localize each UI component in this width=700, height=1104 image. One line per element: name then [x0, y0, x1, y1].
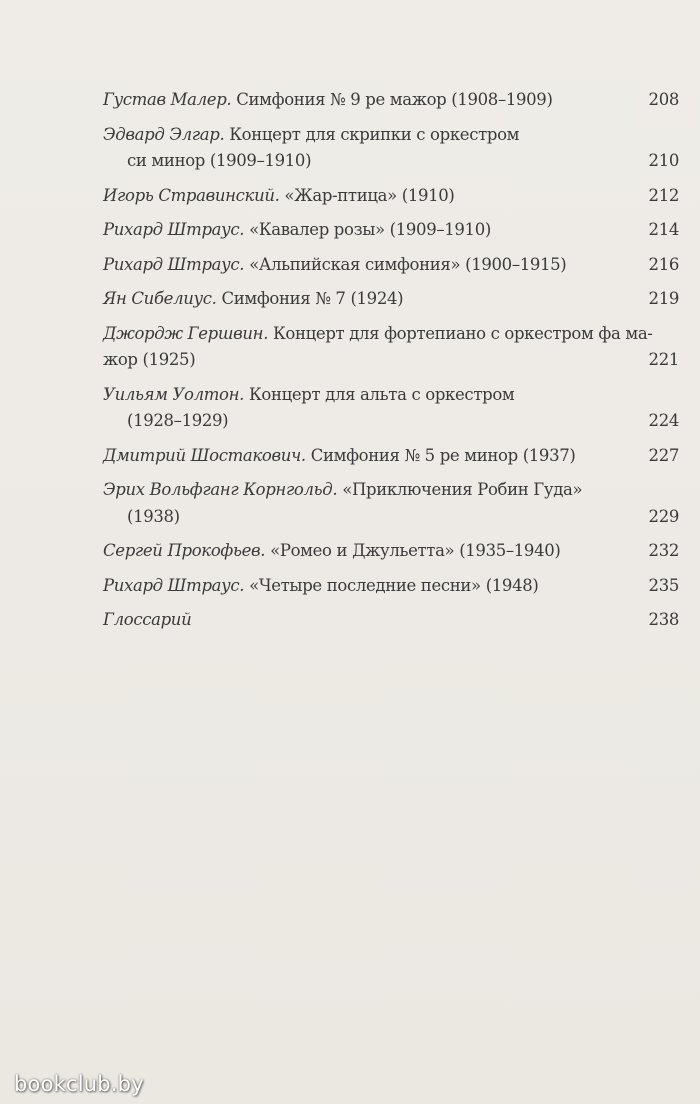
- toc-entry-glossary: [103, 607, 679, 634]
- toc-entry-author: Рихард Штраус.: [103, 254, 245, 274]
- toc-entry-text: [103, 538, 679, 565]
- toc-entry: [103, 477, 679, 530]
- toc-entry-text: [103, 607, 679, 634]
- toc-entry-page: 229: [648, 506, 679, 526]
- toc-entry-page: 214: [648, 220, 679, 239]
- toc-entry: [103, 443, 679, 470]
- toc-entry: [103, 573, 679, 600]
- toc-entry-text: [103, 217, 679, 244]
- toc-entry-text: [103, 286, 679, 313]
- toc-entry-page: 216: [648, 254, 679, 274]
- watermark: bookclub.by: [14, 1072, 144, 1096]
- toc-entry-title: Симфония № 7 (1924): [221, 289, 404, 308]
- toc-entry-title: «Кавалер розы» (1909–1910): [249, 220, 491, 239]
- toc-entry-author: Игорь Стравинский.: [103, 185, 280, 205]
- toc-entry-page: 221: [648, 350, 679, 369]
- toc-entry-text: [103, 122, 679, 149]
- toc-entry-continuation: (1938): [127, 506, 180, 526]
- toc-entry-author: Ян Сибелиус.: [103, 289, 217, 308]
- toc-entry-page: 232: [648, 541, 679, 560]
- toc-entry-page: 219: [648, 289, 679, 308]
- toc-entry-title: «Альпийская симфония» (1900–1915): [249, 254, 567, 274]
- toc-entry: [103, 252, 679, 279]
- toc-entry-continuation: си минор (1909–1910): [127, 151, 312, 170]
- toc-entry: [103, 321, 679, 374]
- toc-entry: [103, 382, 679, 435]
- toc-entry-text: [103, 443, 679, 470]
- toc-entry-title: Концерт для скрипки с оркестром: [229, 124, 520, 144]
- toc-entry-text: [103, 183, 679, 210]
- toc-entry-title: «Жар-птица» (1910): [284, 185, 455, 205]
- toc-entry-author: Сергей Прокофьев.: [103, 541, 266, 560]
- toc-entry-page: 235: [648, 575, 679, 595]
- toc-entry-author: Рихард Штраус.: [103, 220, 245, 239]
- toc-entry-text: [103, 87, 679, 114]
- toc-entry-title: Симфония № 9 ре мажор (1908–1909): [236, 90, 553, 109]
- toc-entry-text: [103, 573, 679, 600]
- toc-entry-text: [103, 321, 679, 348]
- toc-entry-continuation: (1928–1929): [127, 411, 229, 430]
- toc-entry-author: Уильям Уолтон.: [103, 384, 245, 404]
- toc-entry-continuation: жор (1925): [103, 350, 196, 369]
- toc-entry-title: Концерт для фортепиано с оркестром фа ма-: [273, 323, 653, 343]
- toc-entry: [103, 217, 679, 244]
- toc-entry-author: Глоссарий: [103, 610, 192, 629]
- toc-entry: [103, 538, 679, 565]
- toc-entry-author: Рихард Штраус.: [103, 575, 245, 595]
- toc-entry-text: [103, 252, 679, 279]
- toc-entry-title: «Ромео и Джульетта» (1935–1940): [270, 541, 561, 560]
- toc-entry: [103, 87, 679, 114]
- toc-entry-page: 224: [648, 411, 679, 430]
- toc-entry-page: 210: [648, 151, 679, 170]
- toc-entry-title: Симфония № 5 ре минор (1937): [310, 445, 576, 465]
- toc-entry: [103, 286, 679, 313]
- toc-entry-page: 212: [648, 185, 679, 205]
- toc-entry-text: [103, 382, 679, 409]
- toc-entry-title: «Четыре последние песни» (1948): [249, 575, 539, 595]
- toc-entry-author: Эдвард Элгар.: [103, 124, 225, 144]
- toc-entry: [103, 122, 679, 175]
- toc-entry-page: 208: [648, 90, 679, 109]
- toc-entry-title: Концерт для альта с оркестром: [248, 384, 515, 404]
- toc-entry-author: Джордж Гершвин.: [103, 323, 269, 343]
- toc-entry-author: Дмитрий Шостакович.: [103, 445, 306, 465]
- toc-entry: [103, 183, 679, 210]
- table-of-contents: [103, 87, 679, 642]
- toc-entry-author: Эрих Вольфганг Корнгольд.: [103, 480, 338, 499]
- toc-entry-page: 238: [648, 610, 679, 629]
- toc-entry-author: Густав Малер.: [103, 90, 232, 109]
- toc-entry-text: [103, 477, 679, 504]
- toc-entry-title: «Приключения Робин Гуда»: [342, 480, 583, 499]
- toc-entry-page: 227: [648, 445, 679, 465]
